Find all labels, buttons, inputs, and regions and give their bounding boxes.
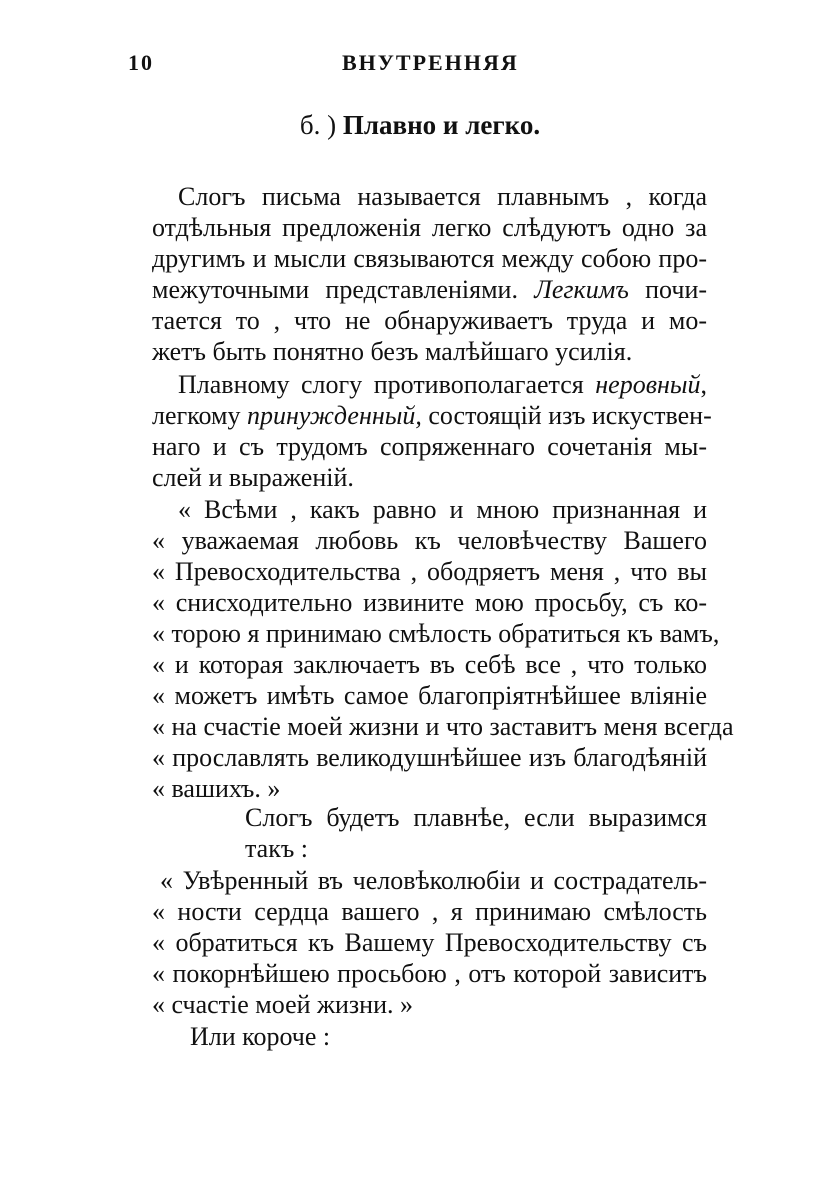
text-line [178,368,707,402]
text-line: слей и выраженій. [152,463,354,492]
quote-line: « и которая заключаетъ въ себѣ все , что только [152,650,707,679]
text-line: тается то , что не обнаруживаетъ труда и мо- [152,306,707,335]
italic-term: принужденный, [246,401,422,430]
page-number: 10 [128,50,154,75]
text-span: межуточными представленіями. [152,275,518,304]
quote-line: « уважаемая любовь къ человѣчеству Вашего [152,526,707,555]
section-heading: Плавно и легко. [342,110,541,140]
quote-line: « покорнѣйшею просьбою , отъ которой зависитъ [152,959,707,988]
quote-line: « счастіе моей жизни. » [152,990,414,1019]
section-label: б. ) [299,110,337,140]
running-title: ВНУТРЕННЯЯ [342,50,519,75]
section-title [0,110,840,141]
page-header [128,50,519,80]
quote-line: « Всѣми , какъ равно и мною признанная и [178,495,707,524]
quote-line: « на счастіе моей жизни и что заставитъ меня всегда [152,712,734,741]
italic-term: неровный [595,370,701,399]
quote-line: « Увѣренный въ человѣколюбіи и сострадатель- [160,866,707,895]
text-line: жетъ быть понятно безъ малѣйшаго усилія. [152,337,633,366]
text-line: Слогъ будетъ плавнѣе, если выразимся [245,803,707,832]
text-line: другимъ и мысли связываются между собою про- [152,244,707,273]
text-span: легкому [152,401,241,430]
quote-line: « Превосходительства , ободряетъ меня , что вы [152,557,707,586]
quote-line: « обратиться къ Вашему Превосходительству съ [152,928,707,957]
text-line: такъ : [245,834,309,863]
text-line: Слогъ письма называется плавнымъ , когда [178,182,707,211]
text-span: состоящій изъ искуствен- [428,401,712,430]
text-span: , [700,370,707,399]
text-line: наго и съ трудомъ сопряженнаго сочетанія мы- [152,432,707,461]
text-line [152,399,712,433]
quote-line: « снисходительно извините мою просьбу, съ ко- [152,588,707,617]
quote-line: « вашихъ. » [152,774,281,803]
text-line [152,273,707,307]
italic-term: Легкимъ [534,275,629,304]
quote-line: « прославлять великодушнѣйшее изъ благодѣяній [152,743,707,772]
quote-line: « можетъ имѣть самое благопріятнѣйшее вліяніе [152,681,707,710]
quote-line: « торою я принимаю смѣлость обратиться къ вамъ, [152,619,720,648]
quote-line: « ности сердца вашего , я принимаю смѣлость [152,897,707,926]
text-span: почи- [645,275,708,304]
text-span: Плавному слогу противополагается [178,370,584,399]
text-line: Или короче : [190,1022,331,1051]
text-line: отдѣльныя предложенія легко слѣдуютъ одно за [152,213,707,242]
